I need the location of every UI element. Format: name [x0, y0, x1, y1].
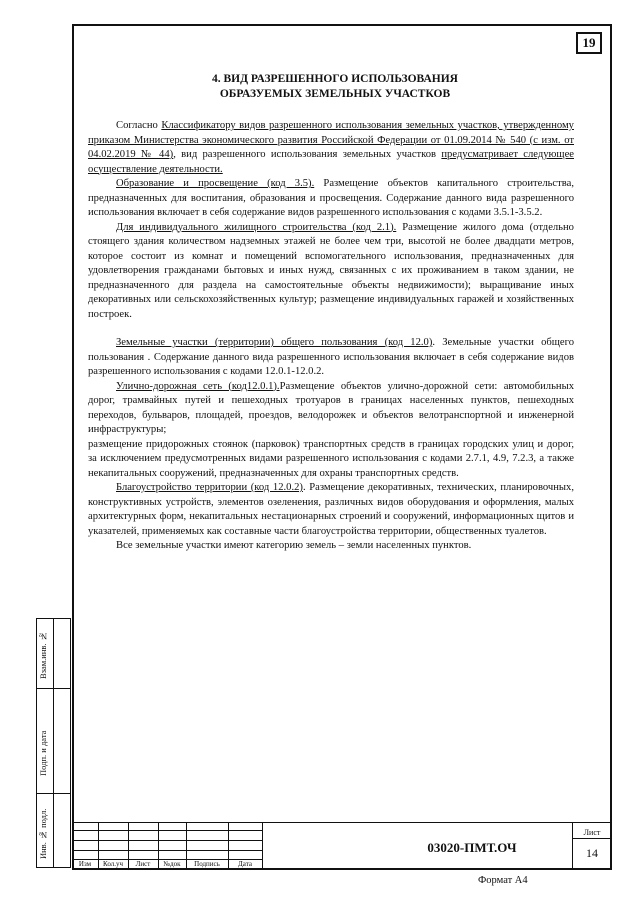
text-span: , вид разрешенного использования земельных участков — [173, 149, 442, 160]
top-page-number: 19 — [576, 32, 602, 54]
sheet-label: Лист — [583, 828, 601, 837]
paragraph-public-land — [88, 336, 574, 380]
tb-line — [72, 830, 262, 831]
side-column-values — [53, 618, 71, 868]
column-header-ndok: №док — [163, 860, 181, 868]
signature-date-label: Подп. и дата — [38, 730, 48, 776]
paragraph-road-network — [88, 380, 574, 438]
classifier-reference: Классификатору видов разрешенного использования земельных участков, утвержденному приказом Министерства экономического развития Российской Федерации от 01.09.2014 № 540 (с изм. от 04.02.2019 № 44) — [88, 120, 574, 160]
text-span: Согласно — [116, 120, 162, 131]
paragraph-land-category: Все земельные участки имеют категорию земель – земли населенных пунктов. — [116, 540, 472, 551]
column-header-podpis: Подпись — [194, 860, 220, 868]
replacement-inventory-label: Взам.инв. № — [38, 631, 48, 679]
tb-line — [572, 838, 612, 839]
sheet-number: 14 — [586, 846, 598, 860]
format-label: Формат А4 — [478, 875, 528, 886]
use-type-label: Благоустройство территории (код 12.0.2) — [116, 482, 303, 493]
document-body — [88, 119, 574, 554]
column-header-kol-uch: Кол.уч — [103, 860, 123, 868]
use-type-label: Для индивидуального жилищного строительства (код 2.1). — [116, 221, 397, 233]
column-header-izm: Изм — [78, 860, 92, 868]
paragraph-education — [88, 177, 574, 221]
original-inventory-label: Инв. № подл. — [38, 808, 48, 860]
paragraph-parking: размещение придорожных стоянок (парковок) транспортных средств в границах городских улиц и дорог, за исключением предусмотренных видами разрешенного использования с кодами 2.7.1, 4.9, 7.2.3, а также некапитальных сооружений, предназначенных для охраны транспортных средств. — [88, 438, 574, 479]
tb-line — [72, 850, 262, 851]
tb-line — [262, 822, 263, 870]
text-span-underlined: предусматривает следующее осуществление деятельности. — [88, 149, 574, 175]
side-divider — [36, 688, 71, 689]
column-header-data: Дата — [238, 860, 252, 868]
use-type-text: Размещение объектов улично-дорожной сети: автомобильных дорог, трамвайных путей и пешеходных тротуаров в границах населенных пунктов, пешеходных переходов, бульваров, площадей, проездов, велодорожек и объектов велотранспортной и инженерной инфраструктуры; — [88, 380, 574, 435]
tb-line — [72, 822, 612, 823]
use-type-label: Улично-дорожная сеть (код12.0.1). — [116, 380, 280, 392]
paragraph-classifier — [88, 119, 574, 177]
tb-line — [72, 840, 262, 841]
paragraph-landscaping — [88, 481, 574, 539]
use-type-text: Размещение объектов капитального строительства, предназначенных для воспитания, образования и просвещения. Содержание данного вида разрешенного использования включает в себя содержание видов разрешенного использования с кодами 3.5.1-3.5.2. — [88, 178, 574, 218]
use-type-text: . Земельные участки общего пользования . Содержание данного вида разрешенного использования включает в себя содержание видов разрешенного использования с кодами 12.0.1-12.0.2. — [88, 337, 574, 377]
use-type-label: Образование и просвещение (код 3.5). — [116, 178, 315, 189]
use-type-text: Размещение жилого дома (отдельно стоящего здания количеством надземных этажей не более чем три, высотой не более двадцати метров, которое состоит из комнат и помещений вспомогательного использования, предназначенных для удовлетворения гражданами бытовых и иных нужд, связанных с их проживанием в таком здании, не предназначенного для раздела на самостоятельные объекты недвижимости); выращивание иных декоративных или сельскохозяйственных культур; размещение индивидуальных гаражей и хозяйственных построек. — [88, 221, 574, 320]
section-title-line-1: 4. ВИД РАЗРЕШЕННОГО ИСПОЛЬЗОВАНИЯ — [212, 73, 458, 85]
use-type-label: Земельные участки (территории) общего пользования (код 12.0) — [116, 337, 433, 348]
side-stamp-strip — [36, 618, 70, 868]
column-header-list: Лист — [135, 860, 151, 868]
section-title-line-2: ОБРАЗУЕМЫХ ЗЕМЕЛЬНЫХ УЧАСТКОВ — [219, 88, 451, 100]
document-code: 03020-ПМТ.ОЧ — [427, 840, 517, 855]
tb-line — [572, 822, 573, 870]
section-title — [100, 72, 570, 102]
paragraph-housing — [88, 221, 574, 323]
title-block — [72, 822, 612, 870]
side-divider — [36, 793, 71, 794]
use-type-text: . Размещение декоративных, технических, планировочных, конструктивных устройств, элементов озеленения, различных видов оборудования и оформления, малых архитектурных форм, некапитальных нестационарных строений и сооружений, информационных щитов и указателей, применяемых как составные части благоустройства территории, общественных туалетов. — [88, 482, 574, 537]
